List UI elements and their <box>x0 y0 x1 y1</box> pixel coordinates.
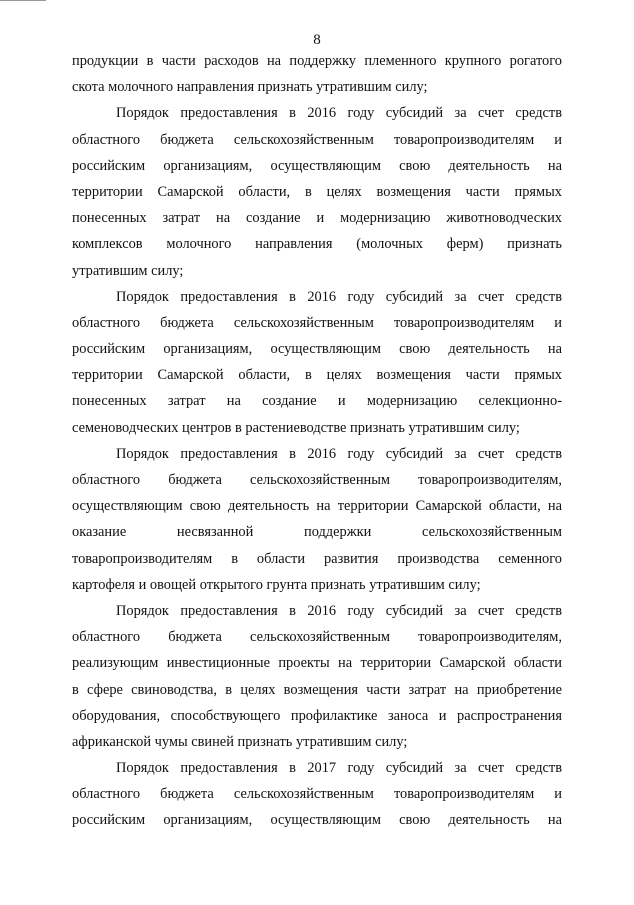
scan-edge-line <box>0 0 46 1</box>
text-line: понесенных затрат на создание и модернизацию селекционно- <box>72 393 562 410</box>
document-body <box>72 48 562 834</box>
page-number: 8 <box>313 32 321 48</box>
paragraph <box>72 598 562 755</box>
paragraph <box>72 755 562 834</box>
text-line: осуществляющим свою деятельность на территории Самарской области, на <box>72 498 562 515</box>
text-line: продукции в части расходов на поддержку племенного крупного рогатого <box>72 53 562 69</box>
text-line: оборудования, способствующего профилактике заноса и распространения <box>72 707 562 724</box>
text-line: африканской чумы свиней признать утратившим силу; <box>72 733 408 750</box>
text-line: территории Самарской области, в целях возмещения части прямых <box>72 183 562 200</box>
text-line: Порядок предоставления в 2017 году субсидий за счет средств <box>116 760 562 777</box>
paragraph <box>72 48 562 100</box>
text-line: товаропроизводителям в области развития производства семенного <box>72 550 562 567</box>
text-line: областного бюджета сельскохозяйственным товаропроизводителям и <box>72 314 562 331</box>
text-line: Порядок предоставления в 2016 году субсидий за счет средств <box>116 602 562 619</box>
text-line: комплексов молочного направления (молочных ферм) признать <box>72 236 562 253</box>
text-line: областного бюджета сельскохозяйственным товаропроизводителям и <box>72 786 562 803</box>
text-line: российским организациям, осуществляющим свою деятельность на <box>72 341 562 358</box>
text-line: российским организациям, осуществляющим свою деятельность на <box>72 157 562 174</box>
text-line: скота молочного направления признать утратившим силу; <box>72 79 428 96</box>
text-line: Порядок предоставления в 2016 году субсидий за счет средств <box>116 105 562 122</box>
text-line: Порядок предоставления в 2016 году субсидий за счет средств <box>116 288 562 305</box>
text-line: утратившим силу; <box>72 262 184 279</box>
text-line: территории Самарской области, в целях возмещения части прямых <box>72 367 562 384</box>
text-line: областного бюджета сельскохозяйственным товаропроизводителям, <box>72 629 562 646</box>
text-line: областного бюджета сельскохозяйственным товаропроизводителям и <box>72 131 562 148</box>
text-line: областного бюджета сельскохозяйственным товаропроизводителям, <box>72 472 562 488</box>
text-line: семеноводческих центров в растениеводстве признать утратившим силу; <box>72 419 520 436</box>
paragraph <box>72 100 562 283</box>
text-line: реализующим инвестиционные проекты на территории Самарской области <box>72 655 562 672</box>
paragraph <box>72 441 562 598</box>
text-line: в сфере свиноводства, в целях возмещения части затрат на приобретение <box>72 681 562 698</box>
paragraph <box>72 284 562 441</box>
text-line: Порядок предоставления в 2016 году субсидий за счет средств <box>116 445 562 462</box>
text-line: картофеля и овощей открытого грунта признать утратившим силу; <box>72 576 481 593</box>
text-line: российским организациям, осуществляющим свою деятельность на <box>72 812 562 829</box>
text-line: оказание несвязанной поддержки сельскохозяйственным <box>72 524 562 541</box>
text-line: понесенных затрат на создание и модернизацию животноводческих <box>72 210 562 227</box>
